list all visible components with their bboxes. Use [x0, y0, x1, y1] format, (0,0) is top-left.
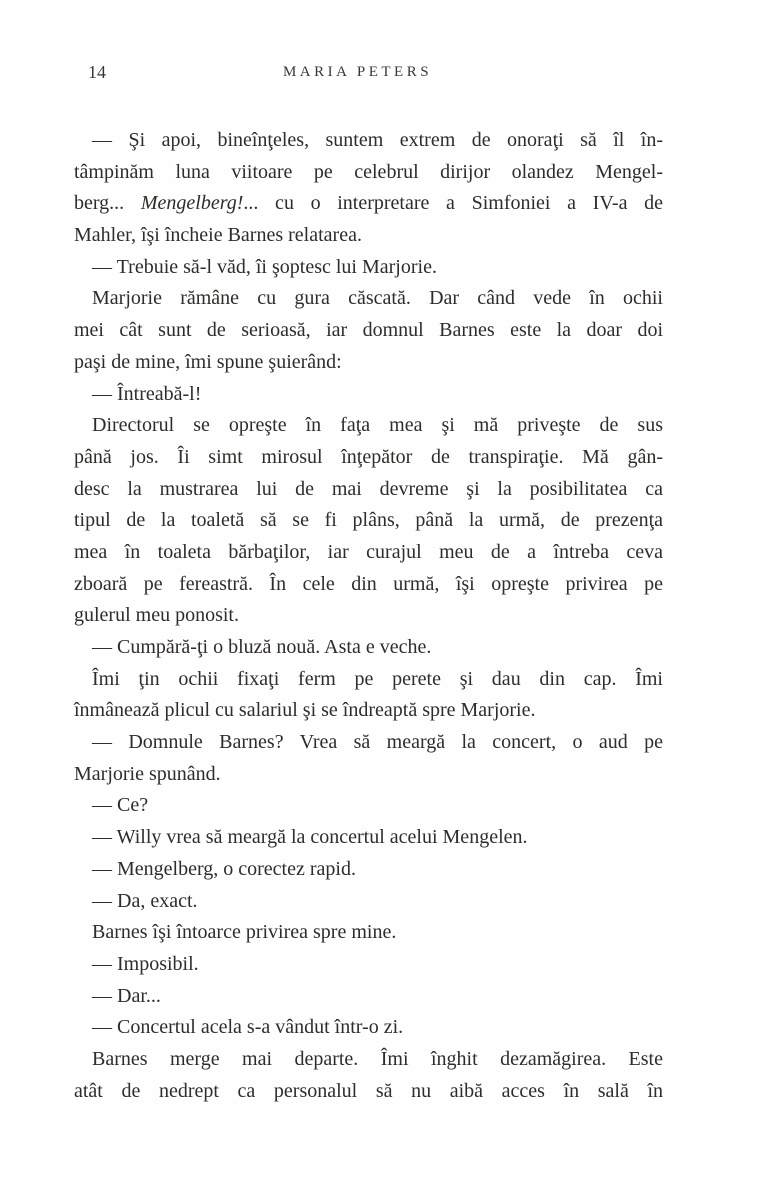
text-line [74, 283, 663, 315]
text-segment: — Imposibil. [92, 952, 199, 975]
text-line [74, 1076, 663, 1108]
text-line [74, 854, 663, 886]
text-segment: — Domnule Barnes? Vrea să meargă la concert, o aud pe [92, 731, 663, 754]
text-line [74, 220, 663, 252]
text-line [74, 537, 663, 569]
text-segment: ... cu o interpretare a Simfoniei a IV-a de [243, 192, 663, 215]
text-line [74, 600, 663, 632]
text-segment: — Da, exact. [92, 889, 198, 912]
text-segment: tipul de la toaletă să se fi plâns, până la urmă, de prezenţa [74, 509, 663, 532]
text-segment: gulerul meu ponosit. [74, 604, 239, 627]
text-segment: desc la mustrarea lui de mai devreme şi la posibilitatea ca [74, 477, 663, 500]
text-segment: atât de nedrept ca personalul să nu aibă acces în sală în [74, 1079, 663, 1102]
text-segment: înmânează plicul cu salariul şi se îndreaptă spre Marjorie. [74, 699, 536, 722]
text-segment: berg... [74, 192, 141, 215]
page-number: 14 [88, 62, 106, 82]
text-line [74, 949, 663, 981]
text-line [74, 632, 663, 664]
text-line [74, 379, 663, 411]
text-line [74, 188, 663, 220]
page-header [74, 62, 663, 86]
text-segment: — Concertul acela s-a vândut într-o zi. [92, 1016, 404, 1039]
text-segment: Barnes merge mai departe. Îmi înghit dezamăgirea. Este [92, 1047, 663, 1070]
text-line [74, 664, 663, 696]
text-segment: Marjorie rămâne cu gura căscată. Dar când vede în ochii [92, 287, 663, 310]
text-segment: Barnes îşi întoarce privirea spre mine. [92, 921, 397, 944]
text-line [74, 410, 663, 442]
text-segment: până jos. Îi simt mirosul înţepător de transpiraţie. Mă gân- [74, 445, 663, 468]
page-body [74, 125, 663, 1107]
text-line [74, 790, 663, 822]
text-segment: Îmi ţin ochii fixaţi ferm pe perete şi dau din cap. Îmi [92, 667, 663, 690]
text-line [74, 1012, 663, 1044]
text-line [74, 1044, 663, 1076]
text-line [74, 315, 663, 347]
text-segment: mei cât sunt de serioasă, iar domnul Barnes este la doar doi [74, 319, 663, 342]
text-segment: — Mengelberg, o corectez rapid. [92, 857, 356, 880]
text-line [74, 252, 663, 284]
text-segment: — Trebuie să-l văd, îi şoptesc lui Marjorie. [92, 255, 437, 278]
text-line [74, 917, 663, 949]
text-line [74, 886, 663, 918]
text-segment: — Şi apoi, bineînţeles, suntem extrem de onoraţi să îl în- [92, 129, 663, 151]
text-segment: zboară pe fereastră. În cele din urmă, îşi opreşte privirea pe [74, 572, 663, 595]
text-line [74, 695, 663, 727]
text-line [74, 157, 663, 189]
text-line [74, 474, 663, 506]
text-segment: tâmpinăm luna viitoare pe celebrul dirijor olandez Mengel- [74, 160, 663, 183]
text-segment: — Cumpără-ţi o bluză nouă. Asta e veche. [92, 636, 432, 658]
text-line [74, 569, 663, 601]
text-line [74, 347, 663, 379]
text-line [74, 981, 663, 1013]
text-segment: mea în toaleta bărbaţilor, iar curajul meu de a întreba ceva [74, 540, 663, 563]
emphasized-text: Mengelberg! [140, 192, 244, 215]
text-segment: — Willy vrea să meargă la concertul acelui Mengelen. [92, 826, 528, 849]
text-line [74, 759, 663, 791]
text-line [74, 442, 663, 474]
text-segment: paşi de mine, îmi spune şuierând: [74, 350, 342, 373]
text-segment: — Întreabă-l! [92, 382, 202, 405]
text-line [74, 505, 663, 537]
text-segment: — Ce? [92, 794, 149, 817]
text-segment: Mahler, îşi încheie Barnes relatarea. [74, 224, 362, 247]
text-segment: Marjorie spunând. [74, 762, 221, 785]
text-line [74, 125, 663, 157]
text-segment: Directorul se opreşte în faţa mea şi mă priveşte de sus [92, 414, 663, 437]
running-header: MARIA PETERS [282, 64, 433, 80]
text-segment: — Dar... [92, 984, 161, 1007]
text-line [74, 822, 663, 854]
text-line [74, 727, 663, 759]
